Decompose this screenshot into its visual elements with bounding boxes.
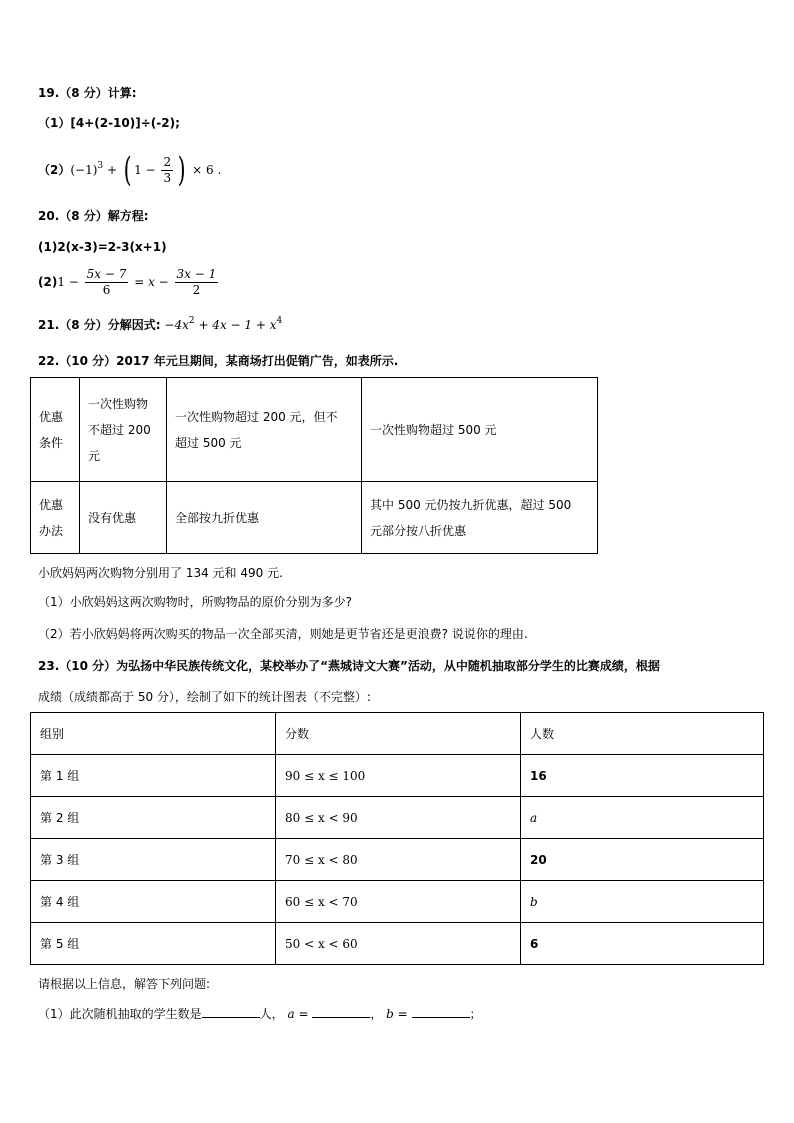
- q20-fraction-1-denominator: 6: [102, 282, 111, 297]
- q20-part2-middle: = x −: [130, 275, 173, 289]
- q21-exponent-a: 2: [188, 316, 195, 326]
- count-cell: 6: [521, 923, 764, 965]
- score-range-cell: 60 ≤ x < 70: [276, 881, 521, 923]
- q23-sub1: [38, 1005, 482, 1023]
- group-cell: 第 1 组: [31, 755, 276, 797]
- table-cell: 一次性购物超过 500 元: [362, 378, 598, 482]
- promotion-table: [30, 377, 598, 554]
- q19-fraction-denominator: 3: [163, 170, 172, 185]
- q21-expression-a: −4x: [164, 318, 189, 332]
- table-row: [31, 881, 764, 923]
- score-range-cell: 70 ≤ x < 80: [276, 839, 521, 881]
- group-cell: 第 4 组: [31, 881, 276, 923]
- q23-sub1-separator: ，: [370, 1007, 383, 1021]
- q20-part2-label: (2): [38, 275, 58, 289]
- table-cell: 没有优惠: [80, 482, 167, 554]
- q19-part1: （1）[4+(2-10)]÷(-2);: [38, 116, 180, 130]
- table-header-row: [31, 713, 764, 755]
- q19-part2-inner: 1 −: [134, 163, 160, 177]
- q22-sub1: （1）小欣妈妈这两次购物时，所购物品的原价分别为多少?: [38, 595, 353, 609]
- table-cell: 一次性购物 不超过 200 元: [80, 378, 167, 482]
- q19-part2: [38, 150, 221, 190]
- count-cell: 16: [521, 755, 764, 797]
- table-row: [31, 378, 598, 482]
- q20-fraction-2: [175, 267, 219, 298]
- group-cell: 第 2 组: [31, 797, 276, 839]
- q19-part2-label: （2）: [38, 163, 71, 177]
- q19-part2-tail: × 6 .: [188, 163, 222, 177]
- q21-heading: 21.（8 分）分解因式:: [38, 318, 161, 332]
- table-row: [31, 797, 764, 839]
- group-cell: 第 5 组: [31, 923, 276, 965]
- q21-expression-b: + 4x − 1 + x: [194, 318, 277, 332]
- q23-info: 请根据以上信息，解答下列问题:: [38, 977, 211, 991]
- q19-fraction-numerator: 2: [163, 154, 172, 169]
- table-row: [31, 923, 764, 965]
- count-cell: a: [521, 797, 764, 839]
- column-header: 组别: [31, 713, 276, 755]
- table-cell: 全部按九折优惠: [167, 482, 362, 554]
- q19-part2-exponent: 3: [97, 161, 104, 171]
- table-cell: 优惠 条件: [31, 378, 80, 482]
- q22-sub2: （2）若小欣妈妈将两次购买的物品一次全部买清，则她是更节省还是更浪费? 说说你的理由.: [38, 627, 528, 641]
- q23-sub1-end: ；: [469, 1007, 482, 1021]
- score-range-cell: 80 ≤ x < 90: [276, 797, 521, 839]
- q22-info: 小欣妈妈两次购物分别用了 134 元和 490 元.: [38, 566, 283, 580]
- answer-blank-students[interactable]: [202, 1005, 260, 1018]
- left-paren-icon: (: [123, 150, 132, 190]
- q19-part2-plus: +: [103, 163, 121, 177]
- q23-heading-line2: 成绩（成绩都高于 50 分），绘制了如下的统计图表（不完整）:: [38, 690, 371, 704]
- q23-sub1-b-label: b =: [386, 1007, 412, 1021]
- q20-fraction-2-numerator: 3x − 1: [176, 266, 217, 281]
- q20-part2: [38, 262, 220, 302]
- q19-part2-fraction: [161, 155, 173, 186]
- q20-part1: (1)2(x-3)=2-3(x+1): [38, 240, 167, 254]
- column-header: 分数: [276, 713, 521, 755]
- table-cell: 一次性购物超过 200 元，但不 超过 500 元: [167, 378, 362, 482]
- q23-sub1-prompt: （1）此次随机抽取的学生数是: [38, 1007, 202, 1021]
- q20-fraction-2-denominator: 2: [192, 282, 201, 297]
- q20-fraction-1-numerator: 5x − 7: [86, 266, 127, 281]
- answer-blank-b[interactable]: [412, 1005, 470, 1018]
- group-cell: 第 3 组: [31, 839, 276, 881]
- column-header: 人数: [521, 713, 764, 755]
- answer-blank-a[interactable]: [312, 1005, 370, 1018]
- table-row: [31, 839, 764, 881]
- q23-sub1-unit: 人，: [259, 1007, 284, 1021]
- q21-exponent-b: 4: [276, 316, 283, 326]
- score-range-cell: 90 ≤ x ≤ 100: [276, 755, 521, 797]
- q23-sub1-a-label: a =: [287, 1007, 313, 1021]
- count-cell: b: [521, 881, 764, 923]
- q20-part2-lead: 1 −: [57, 275, 83, 289]
- table-row: [31, 755, 764, 797]
- q22-heading: 22.（10 分）2017 年元旦期间，某商场打出促销广告，如表所示.: [38, 354, 399, 368]
- q19-part2-base: (−1): [70, 163, 98, 177]
- score-table: [30, 712, 764, 965]
- score-range-cell: 50 < x < 60: [276, 923, 521, 965]
- table-cell: 优惠 办法: [31, 482, 80, 554]
- q23-heading-line1: 23.（10 分）为弘扬中华民族传统文化，某校举办了“燕城诗文大赛”活动，从中随机抽取部分学生的比赛成绩，根据: [38, 659, 660, 673]
- q20-fraction-1: [85, 267, 129, 298]
- count-cell: 20: [521, 839, 764, 881]
- q21-line: [38, 316, 282, 334]
- table-cell: 其中 500 元仍按九折优惠，超过 500 元部分按八折优惠: [362, 482, 598, 554]
- q20-heading: 20.（8 分）解方程:: [38, 209, 149, 223]
- table-row: [31, 482, 598, 554]
- right-paren-icon: ): [177, 150, 186, 190]
- q19-heading: 19.（8 分）计算:: [38, 86, 137, 100]
